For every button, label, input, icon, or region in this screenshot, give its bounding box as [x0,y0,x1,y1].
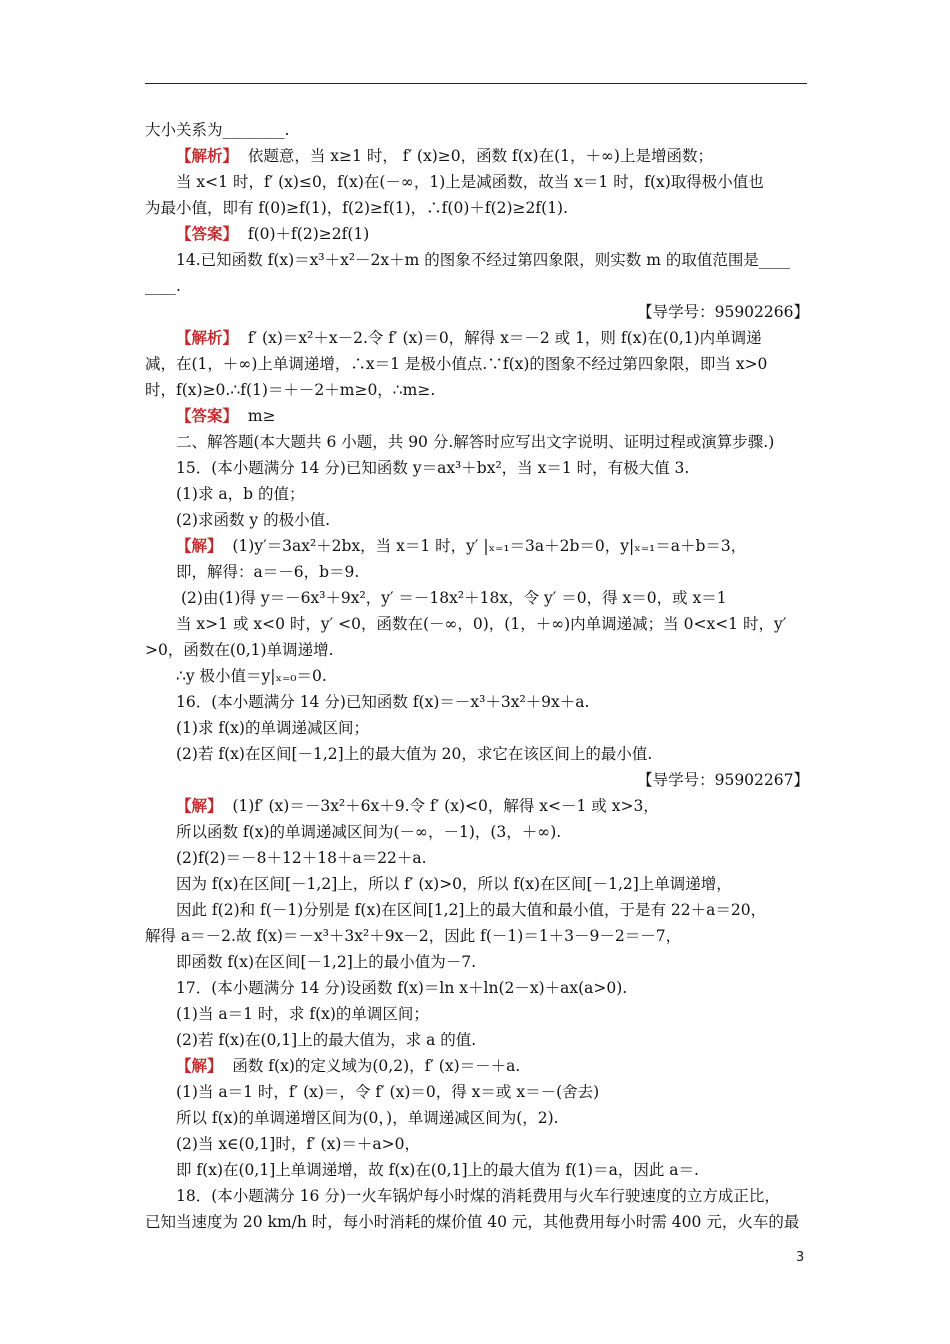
text-line [145,221,809,247]
text-line [145,299,809,325]
line-text: 即函数 f(x)在区间[－1,2]上的最小值为－7. [176,953,477,971]
text-line [145,1209,809,1235]
line-text: 大小关系为________. [145,121,290,139]
text-line [145,533,809,559]
line-text: 函数 f(x)的定义域为(0,2)，f′ (x)＝－＋a. [222,1057,521,1075]
text-line [145,325,809,351]
text-line [145,819,809,845]
line-text: 所以函数 f(x)的单调递减区间为(－∞，－1)，(3，＋∞). [176,823,562,841]
section-tag: 【答案】 [176,224,239,243]
line-text: (1)当 a＝1 时，求 f(x)的单调区间； [176,1005,429,1023]
line-text: 即 f(x)在(0,1]上单调递增，故 f(x)在(0,1]上的最大值为 f(1)＝a，因此 a＝. [176,1161,699,1179]
line-text: (2)求函数 y 的极小值. [176,511,330,529]
text-line [145,117,809,143]
text-line [145,871,809,897]
line-text: m≥ [238,407,276,425]
line-text: (2)f(2)＝－8＋12＋18＋a＝22＋a. [176,849,427,867]
line-text: 减，在(1，＋∞)上单调递增，∴x＝1 是极小值点.∵f(x)的图象不经过第四象限，即当 x>0 [145,355,768,373]
text-line [145,429,809,455]
line-text: (1)y′＝3ax²＋2bx，当 x＝1 时，y′ |ₓ₌₁＝3a＋2b＝0，y|ₓ₌₁＝a＋b＝3， [222,537,747,555]
line-text: 即，解得：a＝－6，b＝9. [176,563,360,581]
text-line [145,663,809,689]
header-rule [145,83,807,84]
text-line [145,949,809,975]
text-line [145,1079,809,1105]
text-line [145,637,809,663]
line-text: 所以 f(x)的单调递增区间为(0，)，单调递减区间为(，2). [176,1109,559,1127]
line-text: 当 x<1 时，f′ (x)≤0，f(x)在(－∞，1)上是减函数，故当 x＝1 时，f(x)取得极小值也 [176,173,764,191]
line-text: 15．(本小题满分 14 分)已知函数 y＝ax³＋bx²，当 x＝1 时，有极大值 3. [176,459,690,477]
page-number: 3 [796,1250,805,1265]
line-text: ____. [145,277,181,295]
line-text: 因此 f(2)和 f(－1)分别是 f(x)在区间[1,2]上的最大值和最小值，于是有 22＋a＝20， [176,901,767,919]
line-text: 因为 f(x)在区间[－1,2]上，所以 f′ (x)>0，所以 f(x)在区间[－1,2]上单调递增， [176,875,732,893]
line-text: f′ (x)＝x²＋x－2.令 f′ (x)＝0，解得 x＝－2 或 1，则 f(x)在(0,1)内单调递 [238,329,762,347]
line-text: 18．(本小题满分 16 分)一火车锅炉每小时煤的消耗费用与火车行驶速度的立方成正比， [176,1187,780,1205]
text-line [145,741,809,767]
line-text: 16．(本小题满分 14 分)已知函数 f(x)＝－x³＋3x²＋9x＋a. [176,693,590,711]
section-tag: 【解】 [176,536,223,555]
line-text: (1)求 a，b 的值； [176,485,305,503]
text-line [145,507,809,533]
text-line [145,481,809,507]
text-line [145,1027,809,1053]
text-line [145,923,809,949]
text-line [145,1183,809,1209]
line-text: f(0)＋f(2)≥2f(1) [238,225,370,243]
text-line [145,1131,809,1157]
line-text: (2)由(1)得 y＝－6x³＋9x²，y′ ＝－18x²＋18x，令 y′ ＝0，得 x＝0，或 x＝1 [181,589,727,607]
text-line [145,143,809,169]
text-line [145,1157,809,1183]
line-text: (1)f′ (x)＝－3x²＋6x＋9.令 f′ (x)<0，解得 x<－1 或 x>3， [222,797,659,815]
text-line [145,793,809,819]
line-text: 已知当速度为 20 km/h 时，每小时消耗的煤价值 40 元，其他费用每小时需 400 元，火车的最 [145,1213,800,1231]
text-line [145,1105,809,1131]
text-line [145,845,809,871]
section-tag: 【解析】 [176,328,239,347]
line-text: (2)若 f(x)在区间[－1,2]上的最大值为 20，求它在该区间上的最小值. [176,745,653,763]
line-text: >0，函数在(0,1)单调递增. [145,641,334,659]
section-tag: 【解析】 [176,146,239,165]
text-line [145,767,809,793]
text-line [145,195,809,221]
text-line [145,247,809,273]
line-text: 二、解答题(本大题共 6 小题，共 90 分.解答时应写出文字说明、证明过程或演算步骤.) [176,433,775,451]
text-line [145,689,809,715]
text-line [145,897,809,923]
line-text: 依题意，当 x≥1 时， f′ (x)≥0，函数 f(x)在(1，＋∞)上是增函数； [238,147,713,165]
line-text: 【导学号：95902266】 [637,303,809,321]
text-line [145,715,809,741]
text-line [145,273,809,299]
section-tag: 【答案】 [176,406,239,425]
line-text: 【导学号：95902267】 [637,771,809,789]
line-text: (1)求 f(x)的单调递减区间； [176,719,369,737]
text-line [145,169,809,195]
text-line [145,403,809,429]
line-text: 17．(本小题满分 14 分)设函数 f(x)＝ln x＋ln(2－x)＋ax(a>0). [176,979,628,997]
line-text: 为最小值，即有 f(0)≥f(1)，f(2)≥f(1)，∴f(0)＋f(2)≥2f(1). [145,199,569,217]
line-text: 时，f(x)≥0.∴f(1)＝＋－2＋m≥0，∴m≥. [145,381,436,399]
line-text: 14.已知函数 f(x)＝x³＋x²－2x＋m 的图象不经过第四象限，则实数 m 的取值范围是____ [176,251,790,269]
line-text: ∴y 极小值＝y|ₓ₌₀＝0. [176,667,327,685]
line-text: (1)当 a＝1 时，f′ (x)＝，令 f′ (x)＝0，得 x＝或 x＝－(舍去) [176,1083,600,1101]
text-line [145,559,809,585]
line-text: 当 x>1 或 x<0 时，y′ <0，函数在(－∞，0)，(1，＋∞)内单调递减；当 0<x<1 时，y′ [176,615,787,633]
text-line [145,377,809,403]
line-text: 解得 a＝－2.故 f(x)＝－x³＋3x²＋9x－2，因此 f(－1)＝1＋3－9－2＝－7， [145,927,682,945]
section-tag: 【解】 [176,1056,223,1075]
text-line [145,1053,809,1079]
section-tag: 【解】 [176,796,223,815]
text-line [145,1001,809,1027]
line-text: (2)当 x∈(0,1]时，f′ (x)＝＋a>0， [176,1135,420,1153]
text-line [145,975,809,1001]
text-line [145,455,809,481]
text-line [145,351,809,377]
text-line [145,585,809,611]
document-body [145,117,809,1235]
text-line [145,611,809,637]
line-text: (2)若 f(x)在(0,1]上的最大值为，求 a 的值. [176,1031,477,1049]
